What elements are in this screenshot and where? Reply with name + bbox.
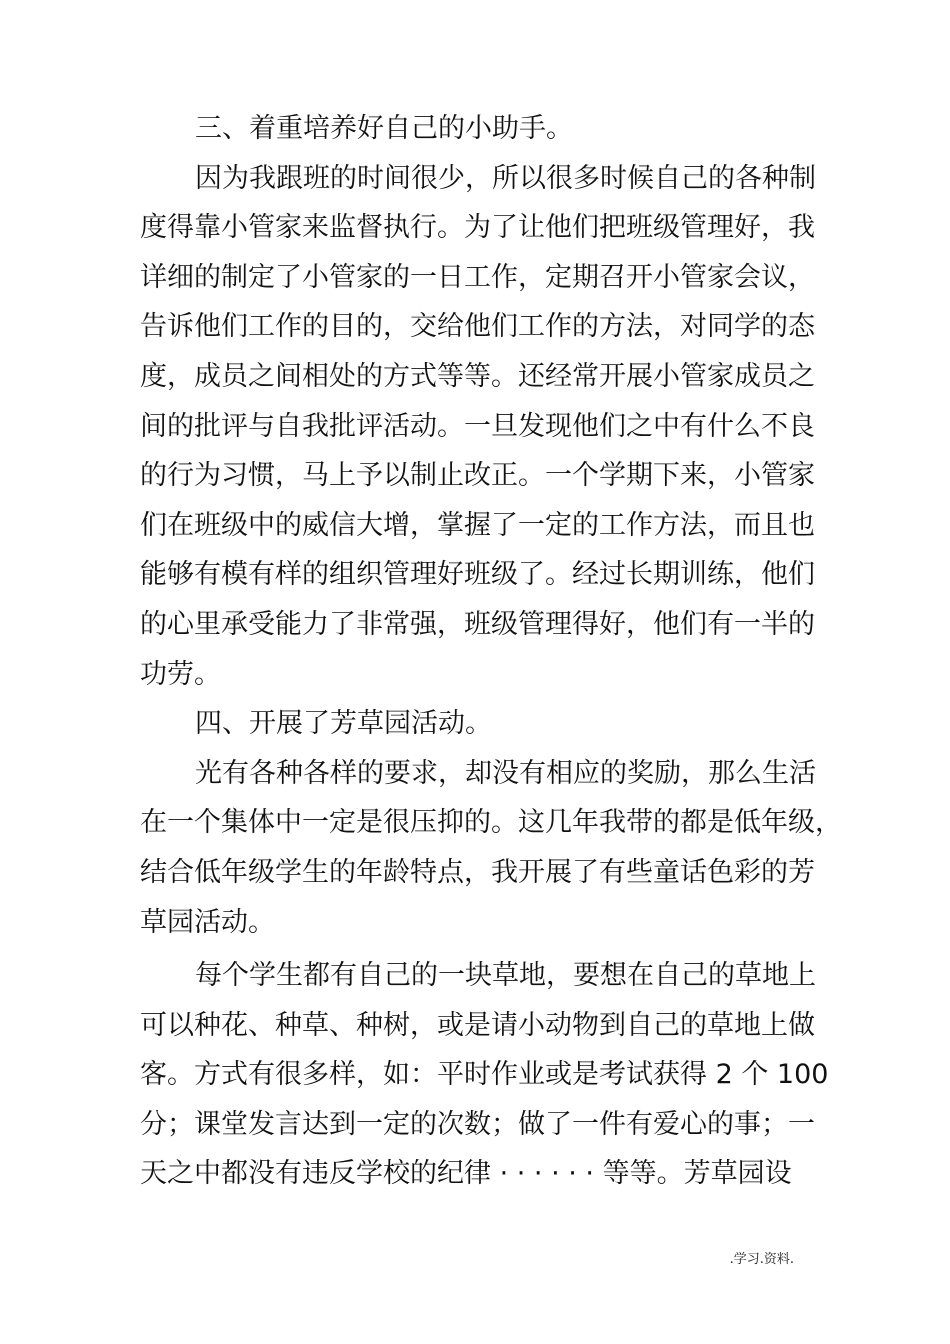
text-line: 天之中都没有违反学校的纪律 · · · · · · 等等。芳草园设 <box>140 1158 792 1190</box>
text-line: 三、着重培养好自己的小助手。 <box>195 113 573 144</box>
text-line: 的行为习惯，马上予以制止改正。一个学期下来，小管家 <box>140 460 815 492</box>
text-line: 可以种花、种草、种树，或是请小动物到自己的草地上做 <box>140 1009 815 1041</box>
text-line: 的心里承受能力了非常强，班级管理得好，他们有一半的 <box>140 608 815 640</box>
text-line: 功劳。 <box>140 658 221 690</box>
text-line: 告诉他们工作的目的，交给他们工作的方法，对同学的态 <box>140 311 815 343</box>
text-line: 详细的制定了小管家的一日工作，定期召开小管家会议， <box>140 261 815 293</box>
text-line: 们在班级中的威信大增，掌握了一定的工作方法，而且也 <box>140 509 815 541</box>
text-line: 客。方式有很多样，如：平时作业或是考试获得 2 个 100 <box>140 1059 829 1091</box>
page-footer: .学习.资料. <box>729 1252 794 1267</box>
text-line: 草园活动。 <box>140 906 275 938</box>
text-line: 因为我跟班的时间很少，所以很多时候自己的各种制 <box>195 162 816 194</box>
text-line: 度，成员之间相处的方式等等。还经常开展小管家成员之 <box>140 360 815 392</box>
text-line: 能够有模有样的组织管理好班级了。经过长期训练，他们 <box>140 559 815 591</box>
text-line: 光有各种各样的要求，却没有相应的奖励，那么生活 <box>195 757 816 789</box>
text-line: 间的批评与自我批评活动。一旦发现他们之中有什么不良 <box>140 410 815 442</box>
text-line: 分；课堂发言达到一定的次数；做了一件有爱心的事；一 <box>140 1108 815 1140</box>
text-line: 在一个集体中一定是很压抑的。这几年我带的都是低年级， <box>140 807 842 839</box>
document-body <box>140 104 842 1199</box>
text-line: 结合低年级学生的年龄特点，我开展了有些童话色彩的芳 <box>140 856 815 888</box>
text-line: 度得靠小管家来监督执行。为了让他们把班级管理好，我 <box>140 212 815 244</box>
text-line: 四、开展了芳草园活动。 <box>195 708 492 740</box>
text-line: 每个学生都有自己的一块草地，要想在自己的草地上 <box>195 960 816 992</box>
